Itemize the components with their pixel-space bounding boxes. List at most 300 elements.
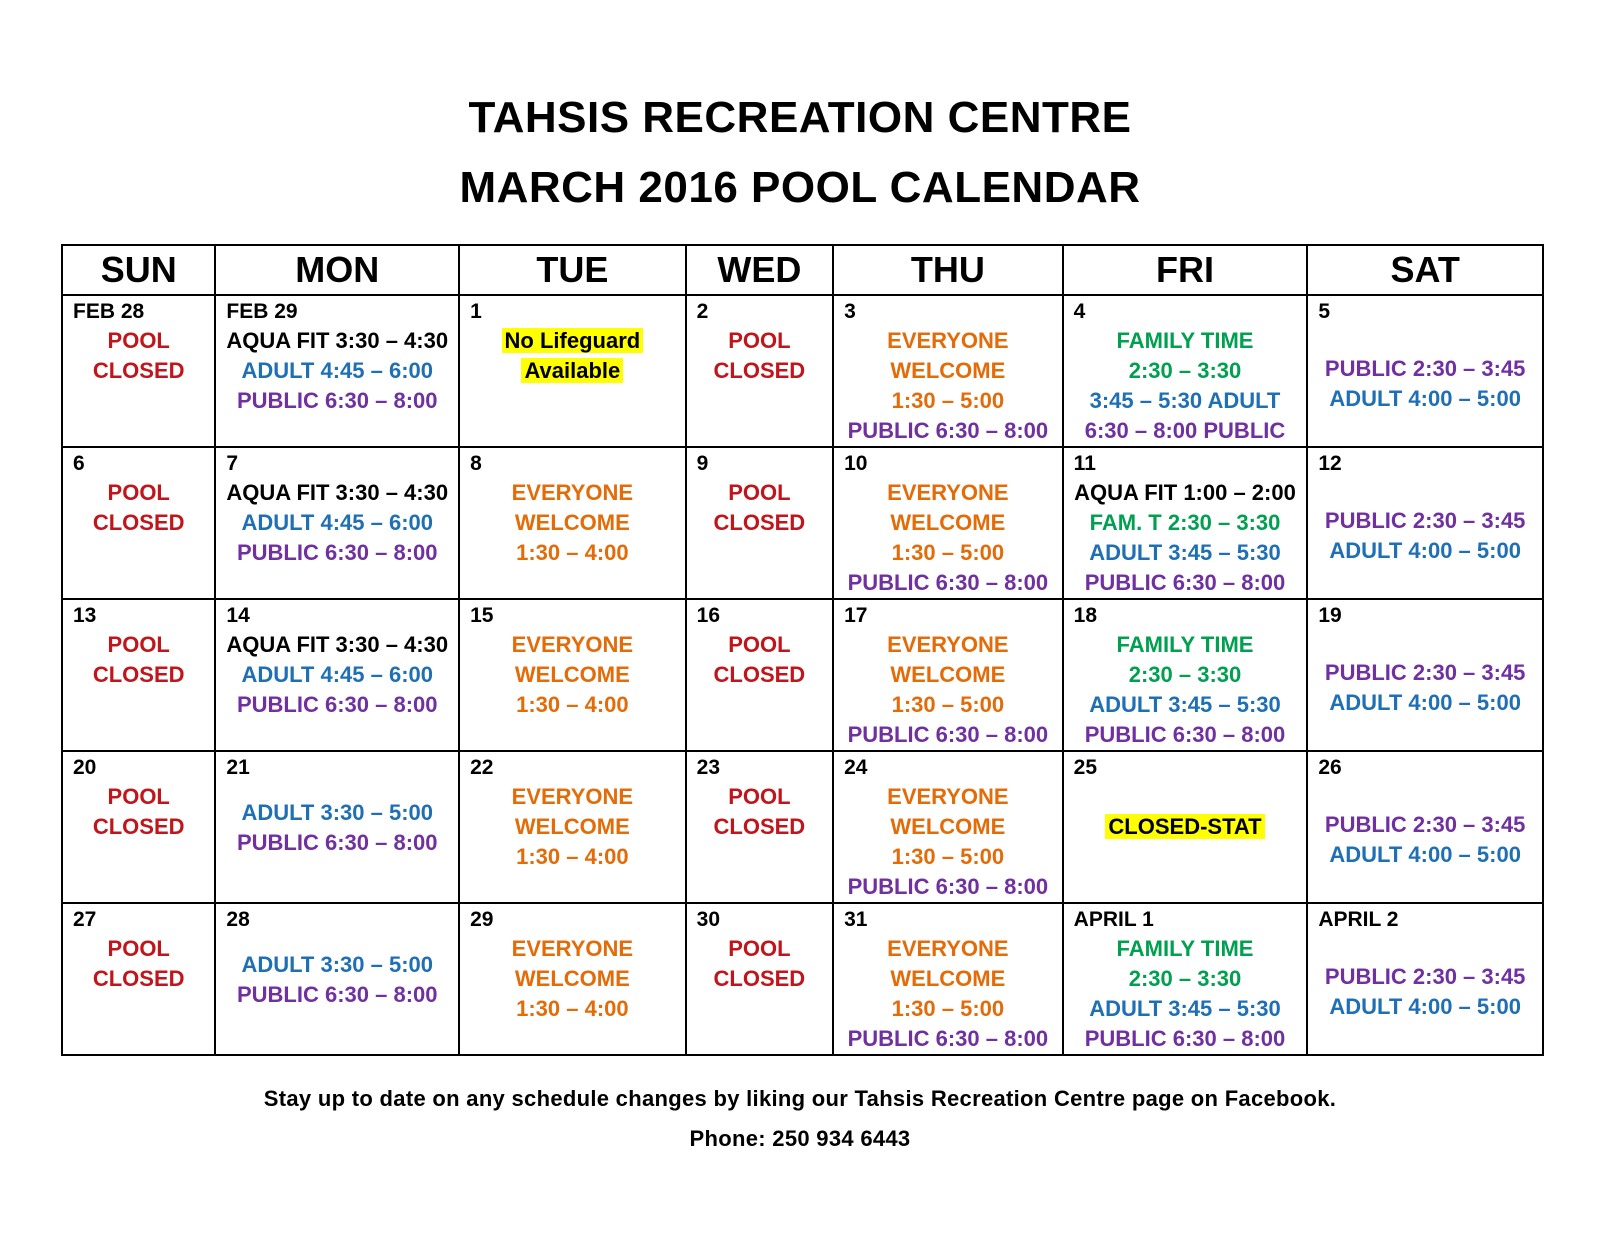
schedule-text: PUBLIC 6:30 – 8:00 xyxy=(847,874,1049,899)
schedule-text: EVERYONE xyxy=(887,936,1009,961)
day-events xyxy=(834,630,1062,750)
schedule-line xyxy=(1064,964,1307,994)
schedule-text: 3:45 – 5:30 ADULT xyxy=(1089,388,1281,413)
week-row xyxy=(62,599,1543,751)
schedule-line xyxy=(1308,536,1542,566)
schedule-line xyxy=(460,994,685,1024)
day-cell xyxy=(1063,903,1308,1055)
schedule-text: AQUA FIT 3:30 – 4:30 xyxy=(226,480,449,505)
day-events xyxy=(216,630,458,720)
schedule-line xyxy=(1064,690,1307,720)
schedule-text: PUBLIC 6:30 – 8:00 xyxy=(847,418,1049,443)
schedule-text: EVERYONE xyxy=(511,632,634,657)
day-cell xyxy=(459,599,686,751)
day-events xyxy=(687,478,832,538)
schedule-text: CLOSED xyxy=(713,814,806,839)
schedule-text: 1:30 – 5:00 xyxy=(891,844,1005,869)
schedule-text: 6:30 – 8:00 PUBLIC xyxy=(1084,418,1286,443)
day-cell xyxy=(62,295,215,447)
day-events xyxy=(63,478,214,538)
schedule-text: PUBLIC 2:30 – 3:45 xyxy=(1324,356,1526,381)
schedule-line xyxy=(1064,630,1307,660)
day-events xyxy=(216,478,458,568)
schedule-line xyxy=(460,356,685,386)
schedule-text: WELCOME xyxy=(514,814,630,839)
schedule-text: PUBLIC 6:30 – 8:00 xyxy=(236,982,438,1007)
schedule-line xyxy=(460,690,685,720)
day-date: 12 xyxy=(1318,452,1342,475)
schedule-text: PUBLIC 6:30 – 8:00 xyxy=(236,388,438,413)
schedule-text: ADULT 4:45 – 6:00 xyxy=(241,662,433,687)
day-events xyxy=(687,782,832,842)
calendar-body xyxy=(62,295,1543,1055)
schedule-line xyxy=(216,356,458,386)
schedule-text: EVERYONE xyxy=(511,480,634,505)
day-cell xyxy=(833,447,1063,599)
day-events xyxy=(216,782,458,858)
day-date: 13 xyxy=(73,604,97,627)
schedule-line xyxy=(460,508,685,538)
schedule-text: PUBLIC 2:30 – 3:45 xyxy=(1324,660,1526,685)
schedule-text: PUBLIC 6:30 – 8:00 xyxy=(1084,1026,1286,1051)
weekday-wed: WED xyxy=(686,245,833,295)
day-date: 9 xyxy=(696,452,709,475)
schedule-text: PUBLIC 6:30 – 8:00 xyxy=(1084,722,1286,747)
schedule-text: FAM. T 2:30 – 3:30 xyxy=(1089,510,1281,535)
schedule-line xyxy=(834,630,1062,660)
day-cell xyxy=(215,903,459,1055)
weekday-thu: THU xyxy=(833,245,1063,295)
schedule-line xyxy=(1064,508,1307,538)
schedule-line xyxy=(63,782,214,812)
week-row xyxy=(62,447,1543,599)
schedule-text: CLOSED xyxy=(92,358,185,383)
schedule-text: WELCOME xyxy=(890,966,1006,991)
week-row xyxy=(62,903,1543,1055)
schedule-text: PUBLIC 6:30 – 8:00 xyxy=(847,570,1049,595)
schedule-line xyxy=(63,964,214,994)
schedule-line xyxy=(216,326,458,356)
schedule-text: 1:30 – 4:00 xyxy=(516,844,629,869)
schedule-text: EVERYONE xyxy=(887,480,1009,505)
schedule-line xyxy=(216,538,458,568)
schedule-line xyxy=(687,934,832,964)
schedule-line xyxy=(63,660,214,690)
schedule-line xyxy=(1308,840,1542,870)
schedule-line xyxy=(834,994,1062,1024)
day-date: 7 xyxy=(226,452,239,475)
schedule-text: CLOSED xyxy=(713,510,806,535)
schedule-line xyxy=(1064,416,1307,446)
day-events xyxy=(216,326,458,416)
schedule-text: AQUA FIT 3:30 – 4:30 xyxy=(226,632,449,657)
schedule-line xyxy=(834,872,1062,902)
schedule-line xyxy=(216,950,458,980)
day-cell xyxy=(62,447,215,599)
day-events xyxy=(460,630,685,720)
schedule-text: FAMILY TIME xyxy=(1116,936,1254,961)
schedule-line xyxy=(63,356,214,386)
schedule-text: PUBLIC 2:30 – 3:45 xyxy=(1324,508,1526,533)
schedule-text: POOL xyxy=(107,328,170,353)
centre-title: TAHSIS RECREATION CENTRE xyxy=(468,93,1132,142)
schedule-line xyxy=(1308,992,1542,1022)
day-events xyxy=(460,934,685,1024)
schedule-text: CLOSED xyxy=(713,662,806,687)
schedule-line xyxy=(1064,720,1307,750)
schedule-line xyxy=(834,478,1062,508)
day-date: 22 xyxy=(470,756,494,779)
schedule-text: WELCOME xyxy=(514,966,630,991)
schedule-text: ADULT 4:00 – 5:00 xyxy=(1329,690,1521,715)
schedule-line xyxy=(1064,660,1307,690)
schedule-line xyxy=(1064,538,1307,568)
schedule-text: EVERYONE xyxy=(887,632,1009,657)
schedule-text: ADULT 3:30 – 5:00 xyxy=(241,800,433,825)
day-cell xyxy=(1307,599,1543,751)
schedule-line xyxy=(834,660,1062,690)
schedule-text: 1:30 – 5:00 xyxy=(891,388,1005,413)
day-cell xyxy=(833,599,1063,751)
day-date: 30 xyxy=(696,908,721,931)
day-cell xyxy=(686,599,833,751)
schedule-line xyxy=(687,812,832,842)
schedule-line xyxy=(216,690,458,720)
day-cell xyxy=(215,295,459,447)
day-date: 10 xyxy=(844,452,868,475)
weekday-fri: FRI xyxy=(1063,245,1308,295)
day-cell xyxy=(459,447,686,599)
schedule-line xyxy=(216,386,458,416)
schedule-text: ADULT 4:00 – 5:00 xyxy=(1329,994,1521,1019)
schedule-line xyxy=(460,812,685,842)
schedule-text: ADULT 4:00 – 5:00 xyxy=(1329,538,1521,563)
day-events xyxy=(1064,478,1307,598)
highlighted-notice: No Lifeguard xyxy=(502,328,644,353)
schedule-line xyxy=(1308,688,1542,718)
day-date: 29 xyxy=(470,908,494,931)
schedule-text: WELCOME xyxy=(514,510,630,535)
schedule-line xyxy=(834,568,1062,598)
schedule-text: ADULT 3:45 – 5:30 xyxy=(1089,692,1281,717)
day-date: 19 xyxy=(1318,604,1342,627)
day-date: 28 xyxy=(226,908,250,931)
schedule-text: 1:30 – 5:00 xyxy=(891,540,1005,565)
schedule-text: 2:30 – 3:30 xyxy=(1128,966,1242,991)
highlighted-notice: Available xyxy=(521,358,623,383)
schedule-text: 2:30 – 3:30 xyxy=(1128,358,1242,383)
day-cell xyxy=(1307,295,1543,447)
schedule-text: POOL xyxy=(728,328,791,353)
schedule-text: ADULT 4:00 – 5:00 xyxy=(1329,386,1521,411)
day-cell xyxy=(215,447,459,599)
schedule-text: ADULT 4:45 – 6:00 xyxy=(241,358,433,383)
day-events xyxy=(687,326,832,386)
day-date: 3 xyxy=(844,300,856,323)
day-date: 6 xyxy=(73,452,85,475)
schedule-line xyxy=(1064,356,1307,386)
day-events xyxy=(1308,326,1542,414)
schedule-text: PUBLIC 6:30 – 8:00 xyxy=(236,692,438,717)
schedule-text: ADULT 3:45 – 5:30 xyxy=(1089,996,1281,1021)
schedule-line xyxy=(216,630,458,660)
day-date: 23 xyxy=(696,756,721,779)
schedule-text: POOL xyxy=(728,632,791,657)
day-cell xyxy=(62,599,215,751)
schedule-line xyxy=(63,478,214,508)
schedule-line xyxy=(687,478,832,508)
schedule-text: EVERYONE xyxy=(887,784,1009,809)
schedule-text: PUBLIC 6:30 – 8:00 xyxy=(847,722,1049,747)
schedule-line xyxy=(63,934,214,964)
schedule-text: ADULT 3:30 – 5:00 xyxy=(241,952,433,977)
schedule-line xyxy=(1064,326,1307,356)
day-date: 21 xyxy=(226,756,250,779)
schedule-line xyxy=(834,356,1062,386)
schedule-line xyxy=(1308,658,1542,688)
day-date: 14 xyxy=(226,604,250,627)
day-events xyxy=(834,326,1062,446)
schedule-line xyxy=(1064,386,1307,416)
schedule-text: POOL xyxy=(107,632,170,657)
day-events xyxy=(834,478,1062,598)
schedule-line xyxy=(216,980,458,1010)
schedule-text: PUBLIC 6:30 – 8:00 xyxy=(1084,570,1286,595)
schedule-text: 2:30 – 3:30 xyxy=(1128,662,1242,687)
schedule-line xyxy=(460,630,685,660)
highlighted-notice: CLOSED-STAT xyxy=(1105,814,1264,839)
day-events xyxy=(460,782,685,872)
schedule-text: ADULT 4:00 – 5:00 xyxy=(1329,842,1521,867)
day-date: 11 xyxy=(1073,452,1096,475)
day-date: 1 xyxy=(470,300,482,323)
day-cell xyxy=(1307,903,1543,1055)
schedule-line xyxy=(216,508,458,538)
day-cell xyxy=(1063,295,1308,447)
phone-number: Phone: 250 934 6443 xyxy=(689,1126,911,1151)
facebook-note: Stay up to date on any schedule changes by liking our Tahsis Recreation Centre page on Facebook. xyxy=(263,1086,1337,1111)
schedule-text: ADULT 3:45 – 5:30 xyxy=(1089,540,1281,565)
schedule-line xyxy=(1064,812,1307,842)
schedule-line xyxy=(687,782,832,812)
day-events xyxy=(1064,934,1307,1054)
schedule-text: CLOSED xyxy=(92,662,185,687)
day-events xyxy=(687,934,832,994)
schedule-text: WELCOME xyxy=(514,662,630,687)
weekday-sun: SUN xyxy=(62,245,215,295)
schedule-line xyxy=(1308,810,1542,840)
schedule-text: CLOSED xyxy=(92,966,185,991)
schedule-line xyxy=(834,1024,1062,1054)
schedule-line xyxy=(834,326,1062,356)
schedule-line xyxy=(834,538,1062,568)
day-date: 24 xyxy=(844,756,868,779)
day-cell xyxy=(833,295,1063,447)
day-events xyxy=(63,326,214,386)
day-cell xyxy=(686,295,833,447)
day-cell xyxy=(215,751,459,903)
schedule-line xyxy=(216,798,458,828)
day-cell xyxy=(62,903,215,1055)
pool-calendar-table xyxy=(61,244,1544,1056)
day-date: 20 xyxy=(73,756,97,779)
schedule-text: EVERYONE xyxy=(511,784,634,809)
schedule-text: FAMILY TIME xyxy=(1116,632,1254,657)
schedule-line xyxy=(1308,384,1542,414)
day-events xyxy=(1064,630,1307,750)
day-events xyxy=(63,782,214,842)
weekday-mon: MON xyxy=(215,245,459,295)
schedule-line xyxy=(1064,1024,1307,1054)
schedule-text: CLOSED xyxy=(92,814,185,839)
day-date: 27 xyxy=(73,908,97,931)
schedule-line xyxy=(834,842,1062,872)
schedule-text: POOL xyxy=(107,936,170,961)
weekday-tue: TUE xyxy=(459,245,686,295)
day-date: APRIL 2 xyxy=(1318,908,1399,931)
day-cell xyxy=(459,751,686,903)
day-cell xyxy=(1307,751,1543,903)
week-row xyxy=(62,751,1543,903)
schedule-line xyxy=(63,326,214,356)
schedule-line xyxy=(460,964,685,994)
day-events xyxy=(460,478,685,568)
schedule-line xyxy=(834,690,1062,720)
schedule-text: 1:30 – 4:00 xyxy=(516,996,629,1021)
schedule-line xyxy=(687,326,832,356)
day-events xyxy=(1308,478,1542,566)
schedule-text: CLOSED xyxy=(713,358,806,383)
schedule-line xyxy=(1064,994,1307,1024)
day-date: 26 xyxy=(1318,756,1342,779)
schedule-line xyxy=(216,660,458,690)
schedule-text: FAMILY TIME xyxy=(1116,328,1254,353)
schedule-line xyxy=(63,812,214,842)
day-date: 5 xyxy=(1318,300,1331,323)
schedule-line xyxy=(834,934,1062,964)
day-events xyxy=(63,630,214,690)
week-row xyxy=(62,295,1543,447)
day-date: FEB 28 xyxy=(73,300,145,323)
schedule-text: 1:30 – 5:00 xyxy=(891,692,1005,717)
day-cell xyxy=(62,751,215,903)
schedule-text: 1:30 – 5:00 xyxy=(891,996,1005,1021)
calendar-title: MARCH 2016 POOL CALENDAR xyxy=(459,163,1141,212)
schedule-text: PUBLIC 2:30 – 3:45 xyxy=(1324,812,1526,837)
schedule-text: ADULT 4:45 – 6:00 xyxy=(241,510,433,535)
day-cell xyxy=(459,903,686,1055)
day-date: 25 xyxy=(1073,756,1098,779)
schedule-line xyxy=(216,478,458,508)
schedule-text: POOL xyxy=(728,936,791,961)
schedule-text: CLOSED xyxy=(92,510,185,535)
schedule-text: WELCOME xyxy=(890,358,1006,383)
day-date: 15 xyxy=(470,604,494,627)
day-events xyxy=(63,934,214,994)
schedule-text: AQUA FIT 3:30 – 4:30 xyxy=(226,328,449,353)
day-events xyxy=(687,630,832,690)
schedule-line xyxy=(687,630,832,660)
schedule-text: EVERYONE xyxy=(887,328,1009,353)
day-cell xyxy=(1307,447,1543,599)
schedule-line xyxy=(1308,506,1542,536)
schedule-text: POOL xyxy=(107,784,170,809)
schedule-line xyxy=(1064,478,1307,508)
day-date: FEB 29 xyxy=(226,300,298,323)
day-cell xyxy=(686,751,833,903)
schedule-text: EVERYONE xyxy=(511,936,634,961)
day-cell xyxy=(215,599,459,751)
schedule-line xyxy=(1308,354,1542,384)
day-events xyxy=(216,934,458,1010)
schedule-text: POOL xyxy=(728,480,791,505)
day-events xyxy=(834,782,1062,902)
day-events xyxy=(1064,326,1307,446)
day-events xyxy=(1308,782,1542,870)
schedule-line xyxy=(834,508,1062,538)
schedule-text: PUBLIC 2:30 – 3:45 xyxy=(1324,964,1526,989)
schedule-line xyxy=(834,782,1062,812)
schedule-line xyxy=(63,630,214,660)
schedule-line xyxy=(834,720,1062,750)
schedule-line xyxy=(834,416,1062,446)
schedule-text: AQUA FIT 1:00 – 2:00 xyxy=(1074,480,1296,505)
schedule-line xyxy=(460,478,685,508)
day-cell xyxy=(1063,599,1308,751)
schedule-text: WELCOME xyxy=(890,510,1006,535)
schedule-text: WELCOME xyxy=(890,814,1006,839)
schedule-line xyxy=(460,326,685,356)
schedule-line xyxy=(687,356,832,386)
schedule-line xyxy=(687,964,832,994)
schedule-line xyxy=(1308,962,1542,992)
day-date: 17 xyxy=(844,604,868,627)
day-date: 31 xyxy=(844,908,868,931)
day-date: 4 xyxy=(1073,300,1086,323)
schedule-line xyxy=(460,842,685,872)
schedule-text: 1:30 – 4:00 xyxy=(516,540,629,565)
schedule-line xyxy=(687,508,832,538)
schedule-line xyxy=(834,964,1062,994)
schedule-line xyxy=(1064,568,1307,598)
day-events xyxy=(460,326,685,386)
schedule-line xyxy=(687,660,832,690)
schedule-line xyxy=(63,508,214,538)
day-date: 2 xyxy=(696,300,709,323)
day-cell xyxy=(686,447,833,599)
day-events xyxy=(1308,934,1542,1022)
schedule-line xyxy=(834,812,1062,842)
day-cell xyxy=(459,295,686,447)
day-date: 16 xyxy=(696,604,721,627)
schedule-line xyxy=(460,782,685,812)
day-events xyxy=(1308,630,1542,718)
day-events xyxy=(834,934,1062,1054)
schedule-text: 1:30 – 4:00 xyxy=(516,692,629,717)
day-cell xyxy=(1063,751,1308,903)
schedule-line xyxy=(216,828,458,858)
day-date: 18 xyxy=(1073,604,1098,627)
weekday-header-row xyxy=(62,245,1543,295)
schedule-text: POOL xyxy=(728,784,791,809)
day-cell xyxy=(833,903,1063,1055)
schedule-text: WELCOME xyxy=(890,662,1006,687)
day-cell xyxy=(686,903,833,1055)
day-cell xyxy=(1063,447,1308,599)
weekday-sat: SAT xyxy=(1307,245,1543,295)
schedule-line xyxy=(834,386,1062,416)
schedule-text: PUBLIC 6:30 – 8:00 xyxy=(847,1026,1049,1051)
